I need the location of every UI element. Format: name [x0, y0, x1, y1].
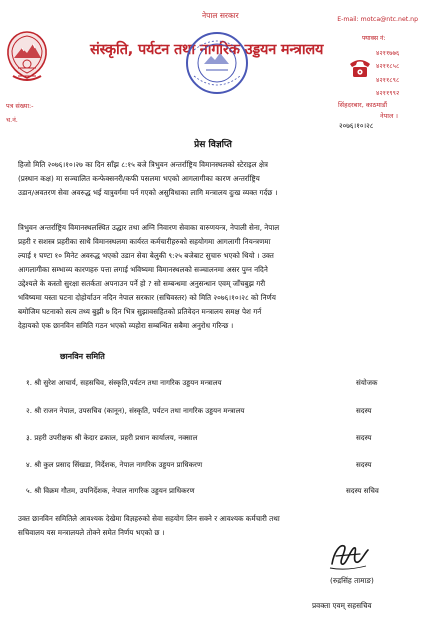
committee-role: संयोजक: [356, 378, 378, 387]
chalani-number-label: च.नं.: [6, 116, 18, 124]
phone-number: ४२११७७६: [376, 49, 400, 57]
committee-role: सदस्य: [356, 460, 372, 469]
signatory-title: प्रवक्ता एवम् सहसचिव: [312, 601, 372, 610]
letter-date: २०७६।१०।२८: [339, 122, 374, 130]
paragraph-line: बमोजिम घटनाको सत्य तथ्य बुझी ७ दिन भित्र सुझावसहितको प्रतिवेदन मन्त्रालय समक्ष पेश गर्न: [18, 307, 262, 316]
government-line: नेपाल सरकार: [202, 11, 239, 20]
ministry-stamp-icon: [184, 30, 250, 96]
signature-icon: [326, 538, 372, 572]
paragraph-line: उद्देश्यले के कस्तो सुरक्षा सतर्कता अपनाउन पर्ने हो ? सो सम्बन्धमा अनुसन्धान एवम् जाँचबुझ गरी: [18, 279, 266, 288]
committee-member: ३. प्रहरी उपरीक्षक श्री केदार ढकाल, प्रहरी प्रधान कार्यालय, नक्साल: [26, 433, 198, 442]
committee-member: ४. श्री कुल प्रसाद सिंखडा, निर्देशक, नेपाल नागरिक उड्डयन प्राधिकरण: [26, 460, 203, 469]
committee-member: ५. श्री विक्रम गौतम, उपनिर्देशक, नेपाल नागरिक उड्डयन प्राधिकरण: [26, 486, 195, 495]
patra-sankhya-label: पत्र संख्या:-: [6, 102, 34, 110]
paragraph-line: प्रहरी र सशस्त्र प्रहरीका साथै विमानस्थलमा कार्यरत कर्मचारीहरुको सहयोगमा आगलागी नियन्त्रणमा: [18, 237, 271, 246]
ministry-name: संस्कृति, पर्यटन तथा नागरिक उड्डयन मन्त्रालय: [90, 42, 324, 58]
paragraph-line: ल्याई १ घण्टा १० मिनेट अवरुद्ध भएको उडान सेवा बेलुकी ९:२५ बजेबाट सुचारु भएको थियो । उक्त: [18, 251, 274, 260]
paragraph-line: सचिवालय यस मन्त्रालयले तोक्ने समेत निर्णय भएको छ ।: [18, 528, 165, 537]
press-release-title: प्रेस विज्ञप्ति: [194, 140, 232, 150]
committee-member: १. श्री सुरेश आचार्य, सहसचिव, संस्कृति,पर्यटन तथा नागरिक उड्डयन मन्त्रालय: [26, 378, 222, 387]
phone-number: ४२११८९८: [376, 75, 400, 84]
signatory-name: (रुद्रसिंह तामाङ): [330, 576, 374, 585]
committee-heading: छानविन समिति: [60, 352, 105, 361]
email-line: E-mail: motca@ntc.net.np: [337, 16, 418, 23]
paragraph-line: त्रिभुवन अन्तर्राष्ट्रिय विमानस्थलस्थित उद्धार तथा अग्नि निवारण सेवाका वारुणयन्त्र, नेपाली सेना, नेपाल: [18, 223, 280, 232]
telephone-icon: [348, 57, 372, 79]
phone-label: फ्याक्स नं:: [362, 35, 386, 42]
paragraph-line: आगलागीका सम्भाव्य कारणहरु पत्ता लगाई भविष्यमा विमानस्थलको सञ्चालनमा असर पुग्न नदिने: [18, 265, 268, 274]
nepal-emblem-icon: [4, 28, 50, 84]
paragraph-line: हिजो मिति २०७६।१०।२७ का दिन साँझ ८:१५ बजे त्रिभुवन अन्तर्राष्ट्रिय विमानस्थलको स्टेराइल क्षेत्र: [18, 160, 268, 169]
address-line: सिंहदरबार, काठमाडौं: [338, 101, 388, 109]
paragraph-closing: [18, 512, 414, 540]
committee-role: सदस्य सचिव: [346, 486, 379, 495]
paragraph-line: (प्रस्थान कक्ष) मा सञ्चालित कन्फेक्सनरी/कफी पसलमा भएको आगलागीका कारण अन्तर्राष्ट्रिय: [18, 174, 260, 183]
committee-role: सदस्य: [356, 406, 372, 415]
paragraph-line: उक्त छानविन समितिले आवश्यक देखेमा विज्ञहरुको सेवा सहयोग लिन सक्ने र आवश्यक कर्मचारी तथा: [18, 514, 280, 523]
committee-member: २. श्री राजन नेपाल, उपसचिव (कानून), संस्कृति, पर्यटन तथा नागरिक उड्डयन मन्त्रालय: [26, 406, 245, 415]
paragraph-committee-formation: [18, 221, 414, 333]
paragraph-line: देहायको एक छानविन समिति गठन भएको व्यहोरा सम्बन्धित सबैमा अनुरोध गरिन्छ ।: [18, 321, 234, 330]
phone-number: ४२११८५८: [376, 62, 400, 71]
phone-number: ४२११९९२: [376, 88, 400, 97]
paragraph-incident: [18, 158, 414, 200]
paragraph-line: उडान/अवतरण सेवा अवरुद्ध भई यात्रुवर्गमा पर्न गएको असुविधाका लागि मन्त्रालय दुःख व्यक्त गर्दछ ।: [18, 188, 278, 197]
committee-role: सदस्य: [356, 433, 372, 442]
phone-list: [376, 47, 399, 100]
paragraph-line: भविष्यमा यस्ता घटना दोहोर्याउन नदिन नेपाल सरकार (सचिवस्तर) को मिति २०७६।१०।२८ को निर्णय: [18, 293, 276, 302]
country-line: नेपाल ।: [380, 112, 398, 120]
